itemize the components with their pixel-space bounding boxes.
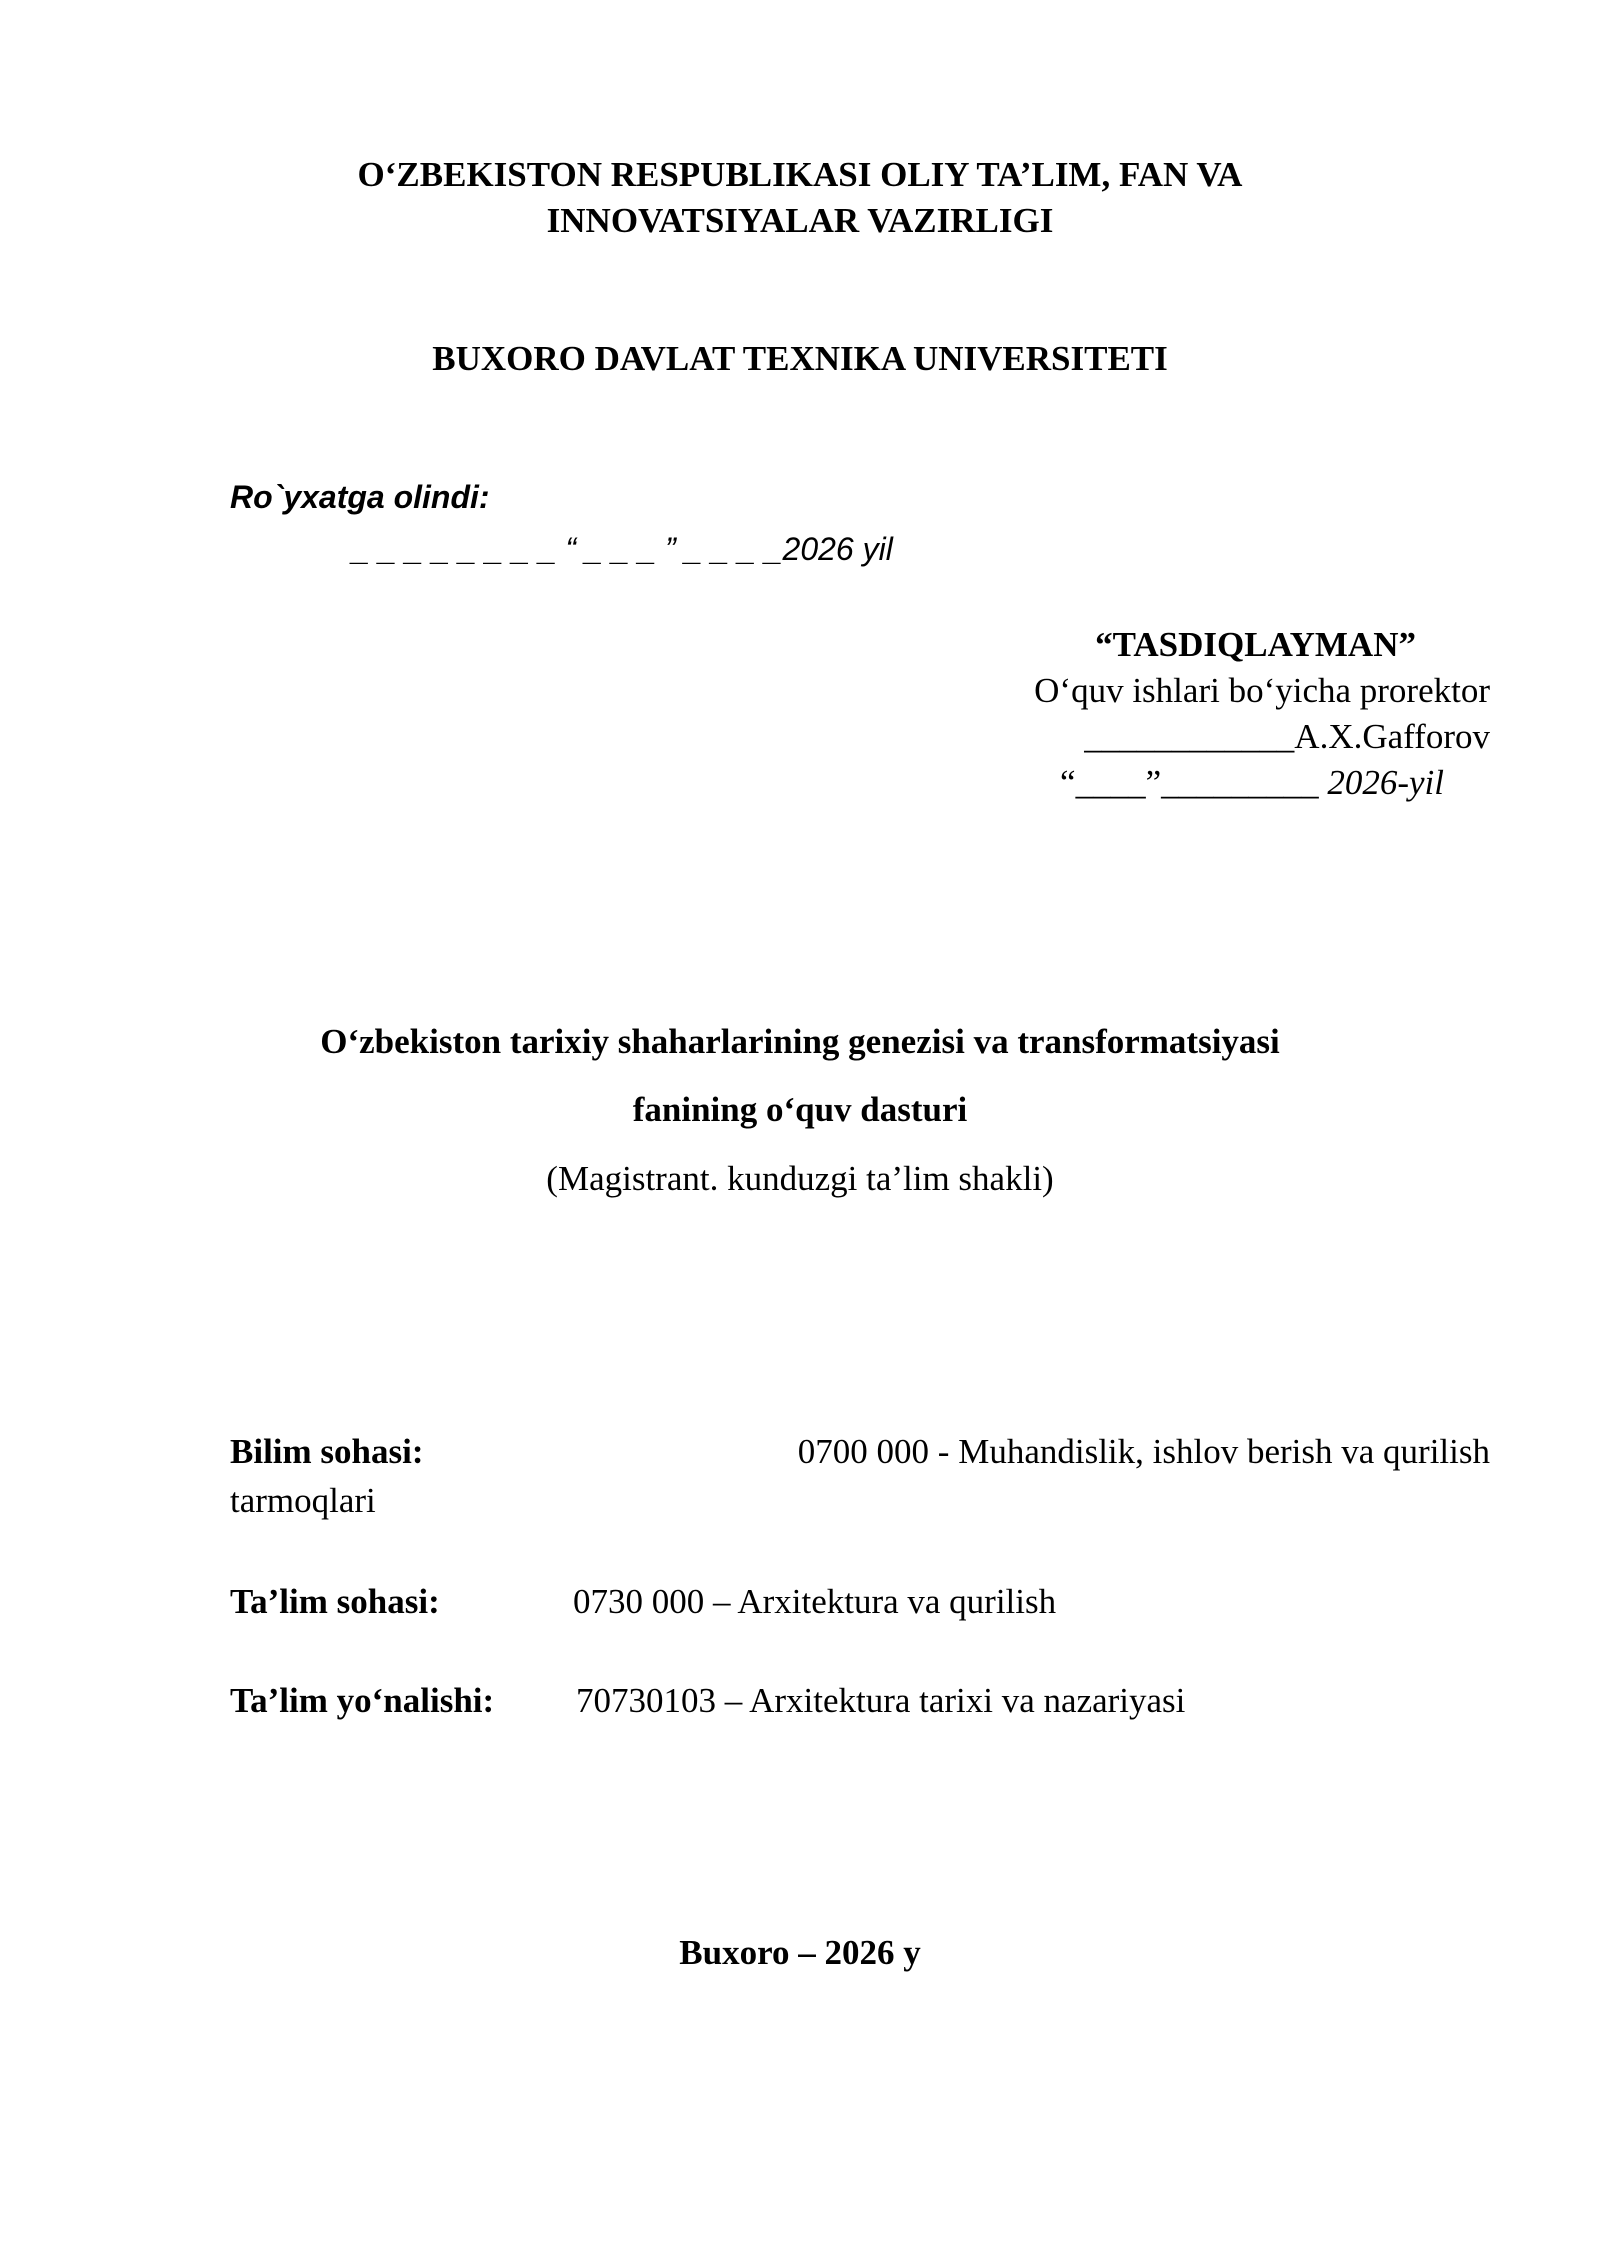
approval-block <box>930 622 1490 806</box>
program-subtitle: (Magistrant. kunduzgi ta’lim shakli) <box>546 1159 1054 1198</box>
field-label-bilim: Bilim sohasi: <box>230 1432 424 1471</box>
approval-date-blanks: “____”_________ <box>1060 763 1319 802</box>
program-title-line2: fanining o‘quv dasturi <box>632 1090 968 1129</box>
field-label-yonalish: Ta’lim yo‘nalishi: <box>230 1681 495 1720</box>
ministry-title-line1: O‘ZBEKISTON RESPUBLIKASI OLIY TA’LIM, FAN VA <box>357 155 1243 194</box>
university-name: BUXORO DAVLAT TEXNIKA UNIVERSITETI <box>432 339 1168 378</box>
field-value-yonalish: 70730103 – Arxitektura tarixi va nazariyasi <box>576 1681 1186 1720</box>
approval-signature-line: ____________A.X.Gafforov <box>1084 717 1490 756</box>
field-value-talim: 0730 000 – Arxitektura va qurilish <box>573 1582 1057 1621</box>
approval-position: O‘quv ishlari bo‘yicha prorektor <box>1034 671 1490 710</box>
program-title-line1: O‘zbekiston tarixiy shaharlarining genezisi va transformatsiyasi <box>320 1022 1280 1061</box>
registration-label: Ro`yxatga olindi: <box>230 479 490 515</box>
registration-date-line: _ _ _ _ _ _ _ _ “ _ _ _ ” _ _ _ _2026 yil <box>352 531 893 567</box>
field-value-bilim: 0700 000 - Muhandislik, ishlov berish va qurilish <box>797 1432 1490 1471</box>
ministry-title-line2: INNOVATSIYALAR VAZIRLIGI <box>546 201 1054 240</box>
field-label-talim: Ta’lim sohasi: <box>230 1582 440 1621</box>
footer-place-year: Buxoro – 2026 y <box>679 1933 921 1972</box>
approval-date-year: 2026-yil <box>1318 763 1444 802</box>
approval-date <box>930 760 1490 806</box>
approval-heading: “TASDIQLAYMAN” <box>1095 625 1416 664</box>
field-value-bilim-continued: tarmoqlari <box>230 1481 376 1520</box>
